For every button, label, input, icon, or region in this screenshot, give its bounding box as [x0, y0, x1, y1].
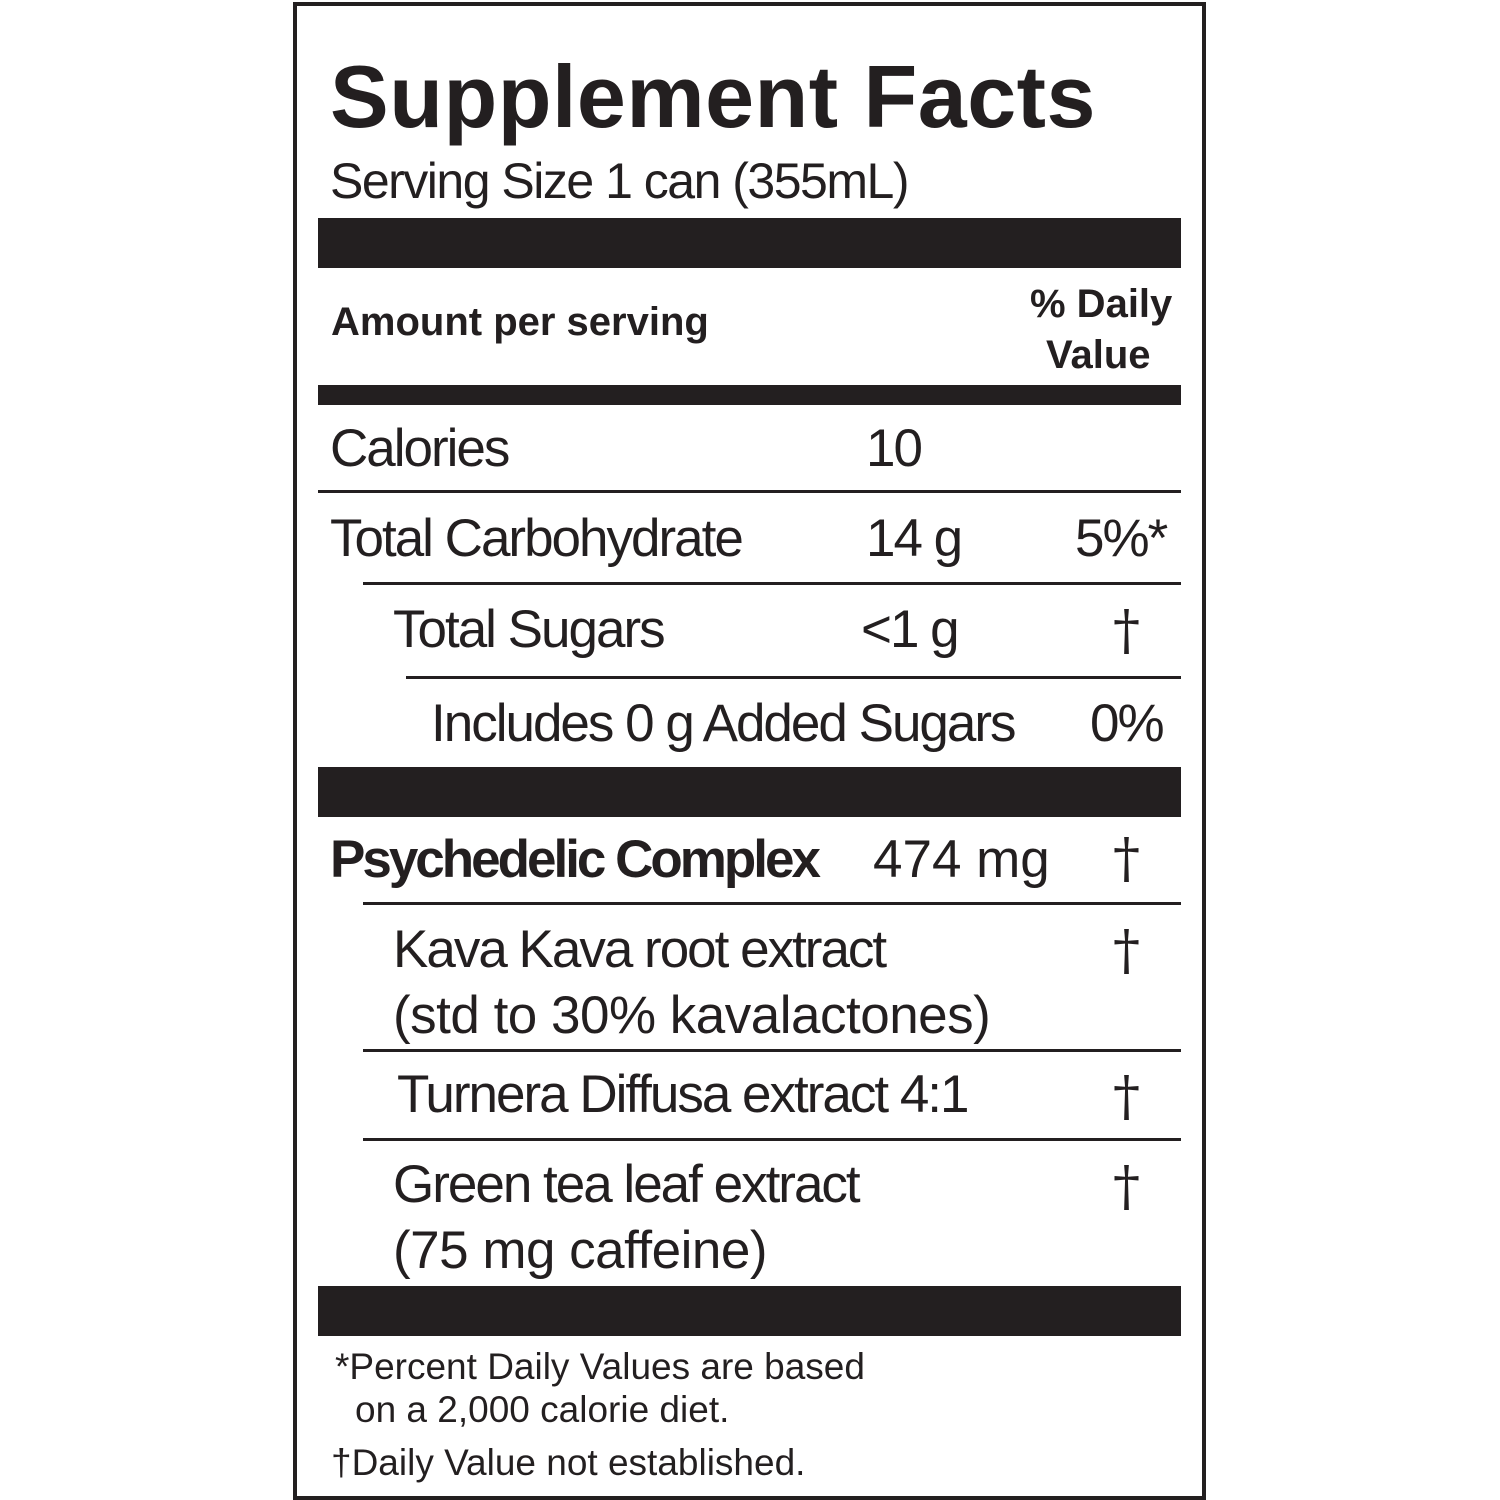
serving-size: Serving Size 1 can (355mL) [330, 153, 908, 209]
ingredient-detail: (75 mg caffeine) [393, 1221, 767, 1280]
row-divider [406, 676, 1181, 679]
daily-value-header-line1: % Daily [1030, 282, 1173, 326]
footnote-dv-not-established: †Daily Value not established. [331, 1442, 806, 1483]
ingredient-name: Green tea leaf extract [393, 1155, 859, 1214]
total-sugars-amount: <1 g [861, 600, 958, 659]
total-carbohydrate-label: Total Carbohydrate [330, 509, 742, 568]
added-sugars-label: Includes 0 g Added Sugars [431, 694, 1015, 753]
thick-divider-middle [318, 767, 1181, 817]
row-divider [363, 1138, 1181, 1141]
total-carbohydrate-dv: 5%* [1075, 509, 1167, 568]
blend-dv: † [1113, 827, 1140, 890]
footnote-percent-dv-line2: on a 2,000 calorie diet. [355, 1389, 730, 1430]
row-divider [363, 1049, 1181, 1052]
panel-title: Supplement Facts [330, 47, 1096, 146]
thick-divider-bottom [318, 1286, 1181, 1336]
ingredient-name: Turnera Diffusa extract 4:1 [397, 1065, 968, 1124]
daily-value-header-line2: Value [1046, 333, 1151, 377]
row-divider [363, 902, 1181, 905]
thick-divider-top [318, 218, 1181, 268]
ingredient-dv: † [1113, 919, 1140, 982]
amount-per-serving-header: Amount per serving [331, 300, 709, 344]
calories-amount: 10 [866, 419, 921, 478]
total-carbohydrate-amount: 14 g [866, 509, 962, 568]
ingredient-detail: (std to 30% kavalactones) [393, 986, 991, 1045]
added-sugars-dv: 0% [1090, 694, 1163, 753]
blend-label: Psychedelic Complex [330, 830, 818, 889]
row-divider [363, 582, 1181, 585]
ingredient-name: Kava Kava root extract [393, 920, 886, 979]
total-sugars-label: Total Sugars [393, 600, 664, 659]
blend-amount: 474 mg [873, 830, 1050, 889]
medium-divider [318, 385, 1181, 405]
row-divider [318, 490, 1181, 493]
calories-label: Calories [330, 419, 509, 478]
ingredient-dv: † [1113, 1155, 1140, 1218]
ingredient-dv: † [1113, 1065, 1140, 1128]
footnote-percent-dv-line1: *Percent Daily Values are based [335, 1346, 865, 1387]
total-sugars-dv: † [1113, 599, 1140, 662]
